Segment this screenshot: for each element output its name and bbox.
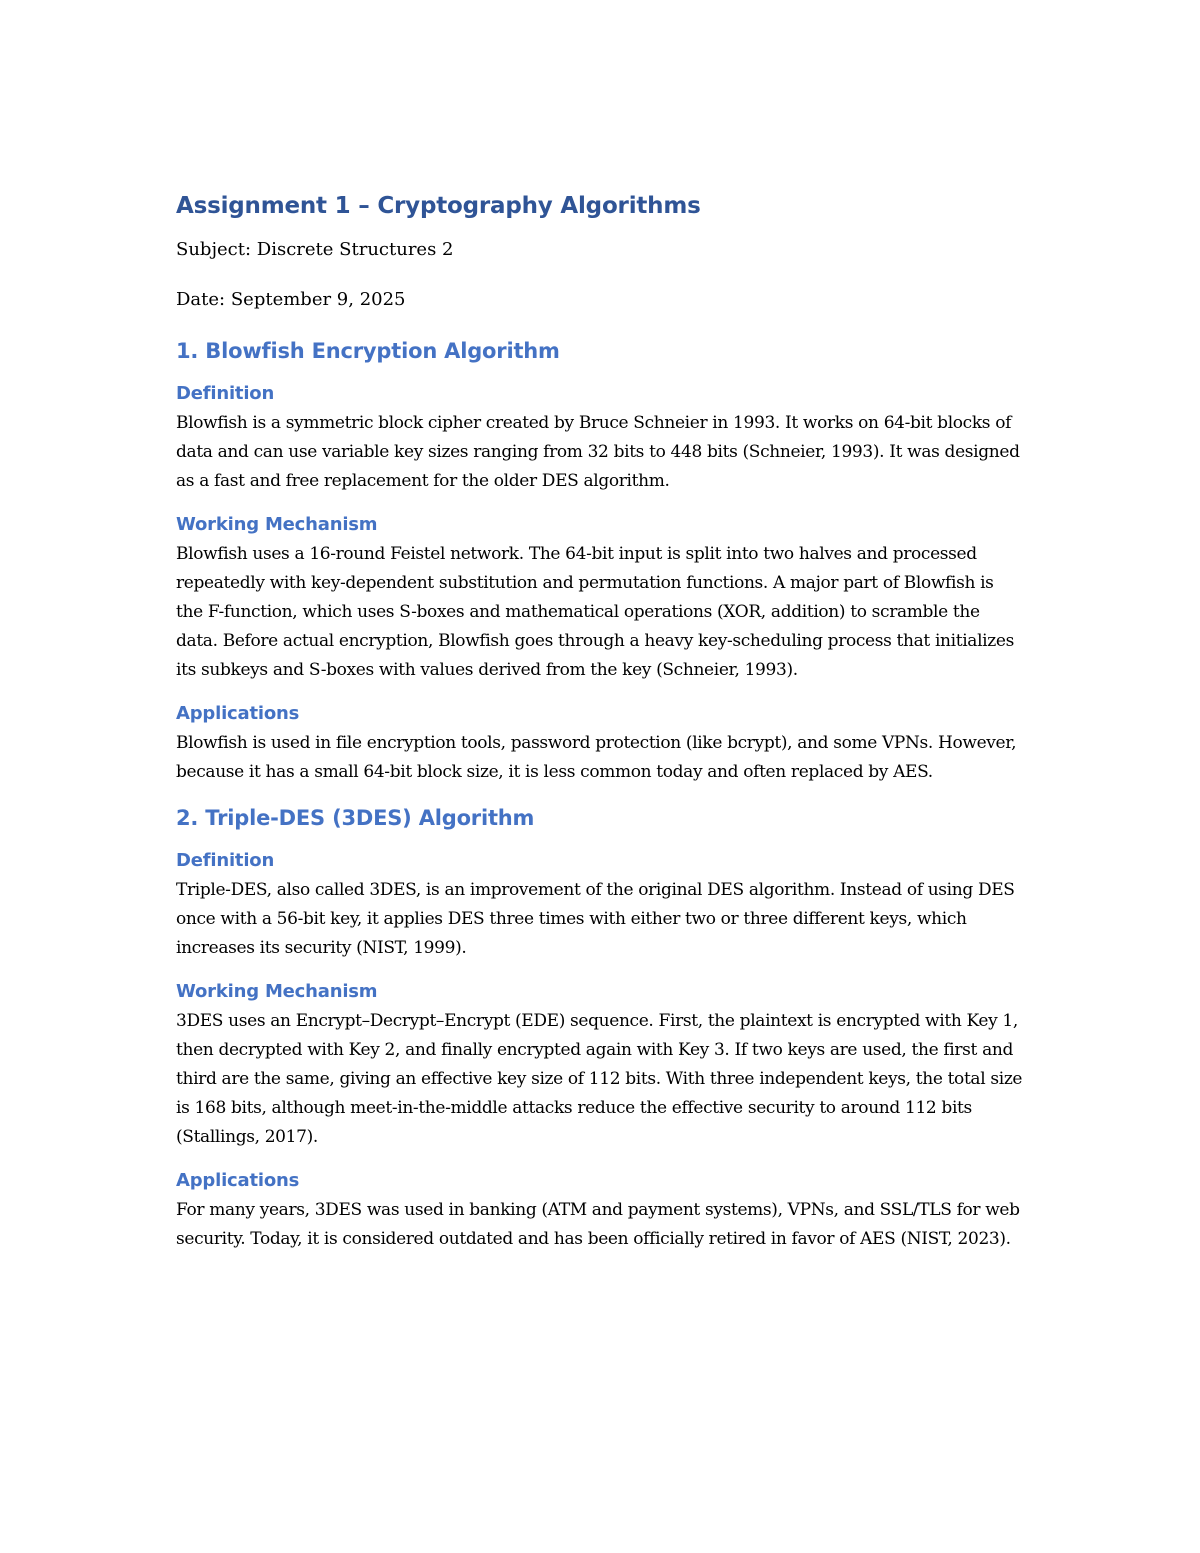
- document-page: [176, 190, 1024, 1270]
- document-title: Assignment 1 – Cryptography Algorithms: [176, 193, 701, 219]
- definition-text: Blowfish is a symmetric block cipher created by Bruce Schneier in 1993. It works on 64-bit blocks of data and can use variable key sizes ranging from 32 bits to 448 bits (Schneier, 1993). It was designed as a fast and free replacement for the older DES algorithm.: [176, 413, 1020, 492]
- applications-heading: Applications: [176, 1169, 300, 1191]
- section-blowfish: [176, 336, 1024, 787]
- definition-text: Triple-DES, also called 3DES, is an improvement of the original DES algorithm. Instead of using DES once with a 56-bit key, it applies DES three times with either two or three different keys, which increases its security (NIST, 1999).: [176, 880, 1015, 959]
- date-line: Date: September 9, 2025: [176, 289, 406, 310]
- mechanism-heading: Working Mechanism: [176, 513, 378, 535]
- section-3des: [176, 803, 1024, 1254]
- applications-text: Blowfish is used in file encryption tools, password protection (like bcrypt), and some VPNs. However, because it has a small 64-bit block size, it is less common today and often replaced by AES.: [176, 732, 1017, 782]
- subject-line: Subject: Discrete Structures 2: [176, 239, 454, 260]
- definition-heading: Definition: [176, 383, 275, 404]
- applications-text: For many years, 3DES was used in banking (ATM and payment systems), VPNs, and SSL/TLS for web security. Today, it is considered outdated and has been officially retired in favor of AES (NIST, 2023).: [176, 1199, 1020, 1249]
- mechanism-heading: Working Mechanism: [176, 980, 378, 1002]
- definition-heading: Definition: [176, 850, 275, 872]
- section-heading: 2. Triple-DES (3DES) Algorithm: [176, 806, 535, 831]
- section-heading: 1. Blowfish Encryption Algorithm: [176, 339, 560, 363]
- mechanism-text: Blowfish uses a 16-round Feistel network. The 64-bit input is split into two halves and processed repeatedly with key-dependent substitution and permutation functions. A major part of Blowfish is the F-function, which uses S-boxes and mathematical operations (XOR, addition) to scramble the data. Before actual encryption, Blowfish goes through a heavy key-scheduling process that initializes its subkeys and S-boxes with values derived from the key (Schneier, 1993).: [176, 543, 1014, 681]
- applications-heading: Applications: [176, 702, 300, 724]
- mechanism-text: 3DES uses an Encrypt–Decrypt–Encrypt (EDE) sequence. First, the plaintext is encrypted with Key 1, then decrypted with Key 2, and finally encrypted again with Key 3. If two keys are used, the first and third are the same, giving an effective key size of 112 bits. With three independent keys, the total size is 168 bits, although meet-in-the-middle attacks reduce the effective security to around 112 bits (Stallings, 2017).: [176, 1010, 1023, 1148]
